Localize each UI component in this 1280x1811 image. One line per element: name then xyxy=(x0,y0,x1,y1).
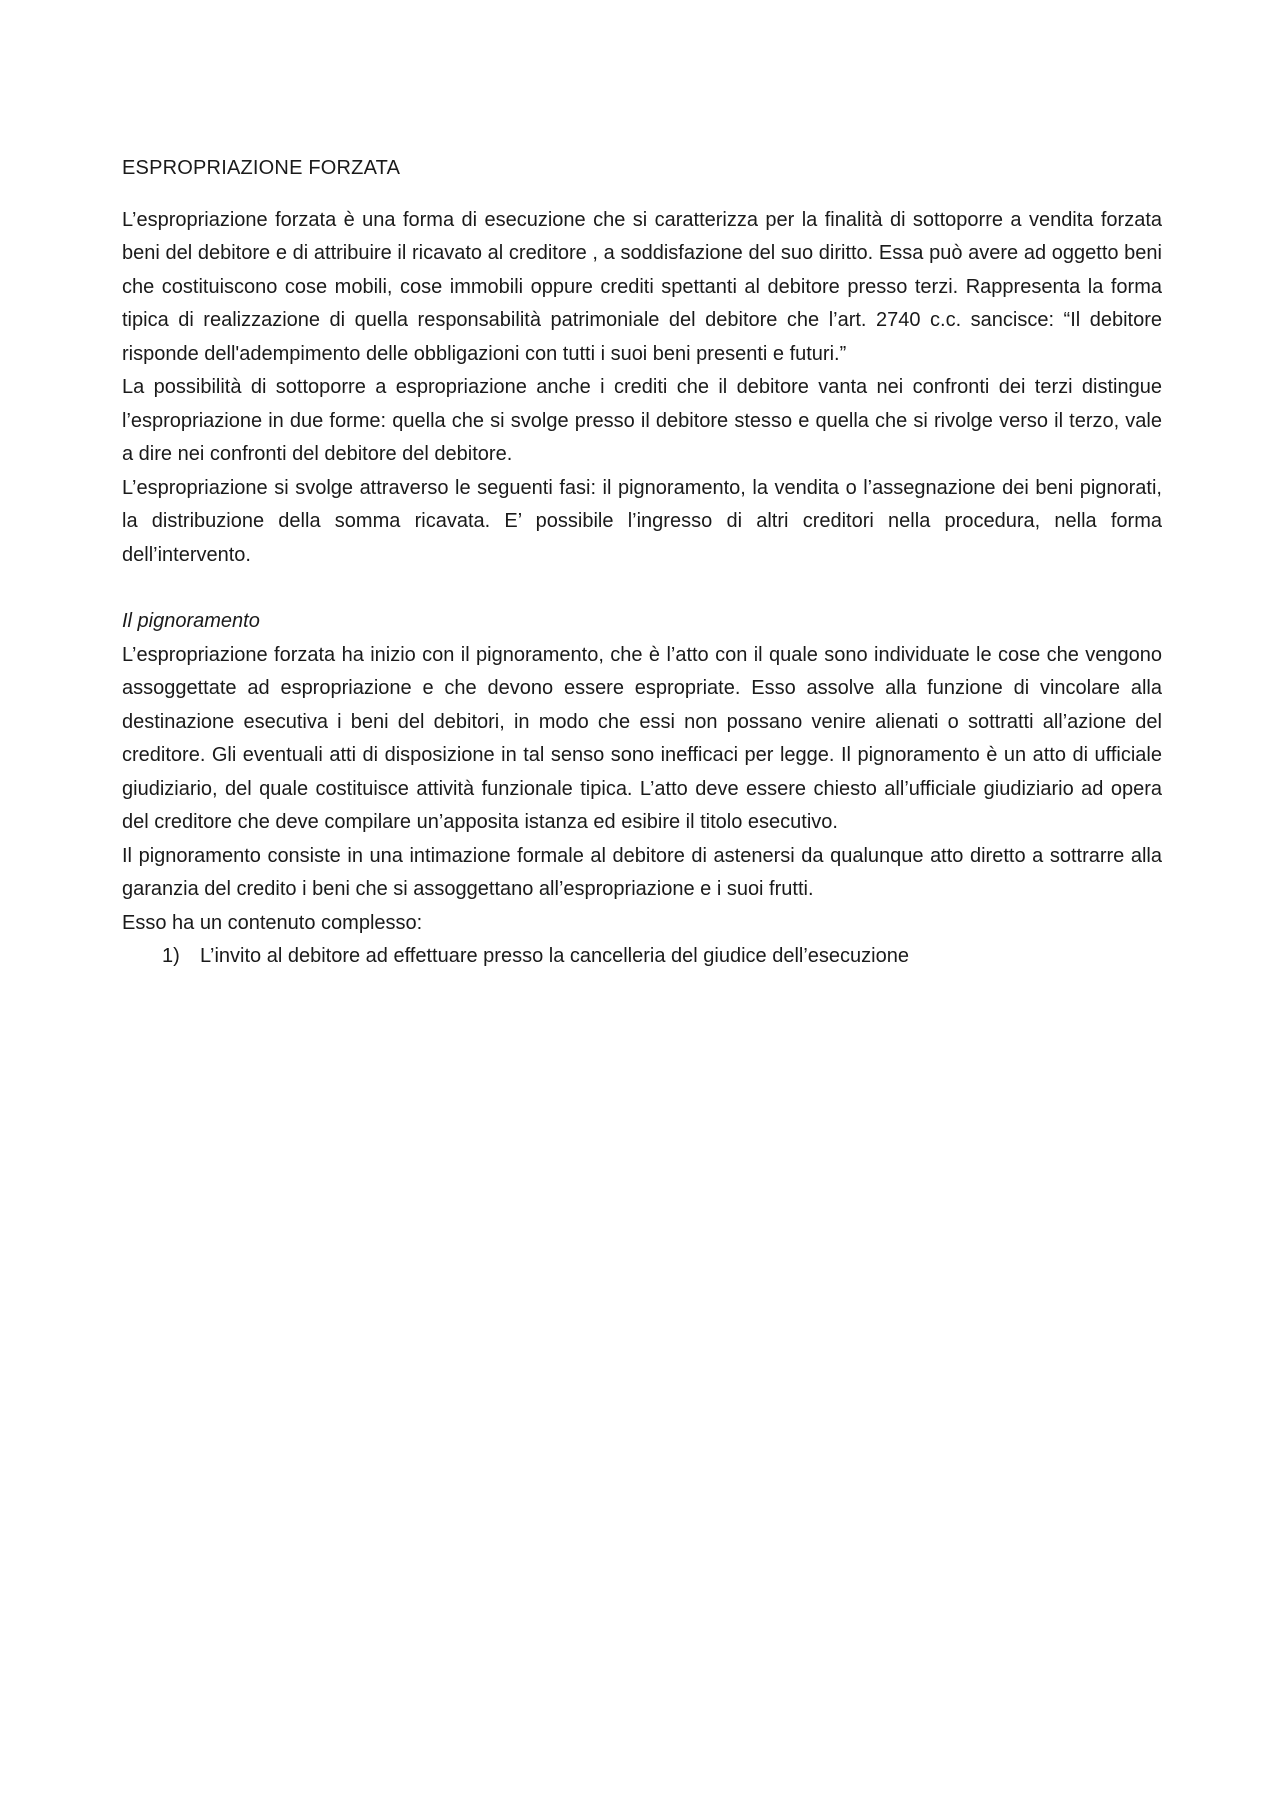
paragraph-intro-2: La possibilità di sottoporre a espropriazione anche i crediti che il debitore vanta nei confronti dei terzi distingue l’espropriazione in due forme: quella che si svolge presso il debitore stesso e quella che si rivolge verso il terzo, vale a dire nei confronti del debitore del debitore. xyxy=(122,376,1162,465)
section-heading: Il pignoramento xyxy=(122,610,260,632)
paragraph-intro-1: L’espropriazione forzata è una forma di esecuzione che si caratterizza per la finalità di sottoporre a vendita forzata beni del debitore e di attribuire il ricavato al creditore , a soddisfazione del suo diritto. Essa può avere ad oggetto beni che costituiscono cose mobili, cose immobili oppure crediti spettanti al debitore presso terzi. Rappresenta la forma tipica di realizzazione di quella responsabilità patrimoniale del debitore che l’art. 2740 c.c. sancisce: “Il debitore risponde dell'adempimento delle obbligazioni con tutti i suoi beni presenti e futuri.” xyxy=(122,208,1162,365)
paragraph-intro-3: L’espropriazione si svolge attraverso le seguenti fasi: il pignoramento, la vendita o l’assegnazione dei beni pignorati, la distribuzione della somma ricavata. E’ possibile l’ingresso di altri creditori nella procedura, nella forma dell’intervento. xyxy=(122,476,1162,566)
document-title: ESPROPRIAZIONE FORZATA xyxy=(122,157,401,179)
numbered-list xyxy=(122,940,1162,974)
document-body xyxy=(122,152,1162,974)
paragraph-section-3: Esso ha un contenuto complesso: xyxy=(122,911,423,934)
list-item-marker: 1) xyxy=(162,945,180,967)
paragraph-section-1: L’espropriazione forzata ha inizio con il pignoramento, che è l’atto con il quale sono individuate le cose che vengono assoggettate ad espropriazione e che devono essere espropriate. Esso assolve alla funzione di vincolare alla destinazione esecutiva i beni del debitori, in modo che essi non possano venire alienati o sottratti all’azione del creditore. Gli eventuali atti di disposizione in tal senso sono inefficaci per legge. Il pignoramento è un atto di ufficiale giudiziario, del quale costituisce attività funzionale tipica. L’atto deve essere chiesto all’ufficiale giudiziario ad opera del creditore che deve compilare un’apposita istanza ed esibire il titolo esecutivo. xyxy=(122,643,1162,833)
list-item xyxy=(122,940,1162,974)
list-item-text: L’invito al debitore ad effettuare presso la cancelleria del giudice dell’esecuzione xyxy=(200,945,909,967)
paragraph-section-2: Il pignoramento consiste in una intimazione formale al debitore di astenersi da qualunque atto diretto a sottrarre alla garanzia del credito i beni che si assoggettano all’espropriazione e i suoi frutti. xyxy=(122,844,1162,900)
